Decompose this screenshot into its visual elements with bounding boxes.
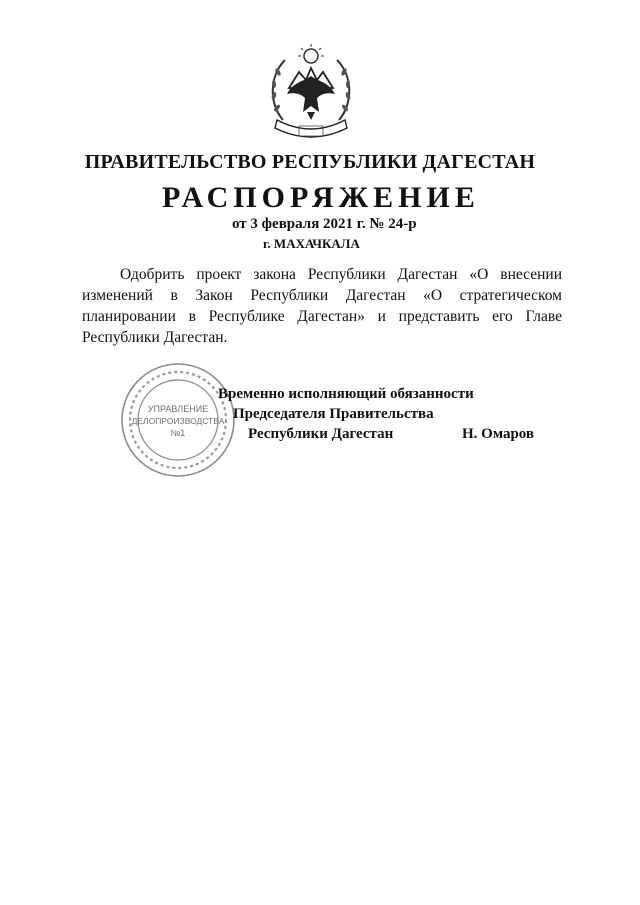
stamp-line3: №1 (170, 428, 186, 438)
signature-position-line3: Республики Дагестан (248, 426, 394, 442)
stamp-line2: ДЕЛОПРОИЗВОДСТВА (131, 416, 225, 426)
signer-name: Н. Омаров (462, 426, 535, 442)
stamp-line1: УПРАВЛЕНИЕ (147, 404, 209, 414)
document-date-number: от 3 февраля 2021 г. № 24-р (232, 216, 417, 232)
stamp-graphic (118, 360, 238, 480)
official-stamp-icon (118, 360, 238, 480)
document-type-heading: РАСПОРЯЖЕНИЕ (162, 181, 480, 214)
dagestan-coat-of-arms-icon (263, 42, 359, 142)
signature-position-line1: Временно исполняющий обязанности (218, 386, 474, 402)
government-title: ПРАВИТЕЛЬСТВО РЕСПУБЛИКИ ДАГЕСТАН (84, 151, 536, 173)
document-city: г. МАХАЧКАЛА (263, 236, 360, 251)
coat-of-arms-graphic (263, 42, 359, 142)
signature-position-line2: Председателя Правительства (233, 406, 434, 422)
order-body-text: Одобрить проект закона Республики Дагестан «О внесении изменений в Закон Республики Дагестан «О стратегическом планировании в Республике Дагестан» и представить его Главе Республики Дагестан. (82, 266, 562, 346)
